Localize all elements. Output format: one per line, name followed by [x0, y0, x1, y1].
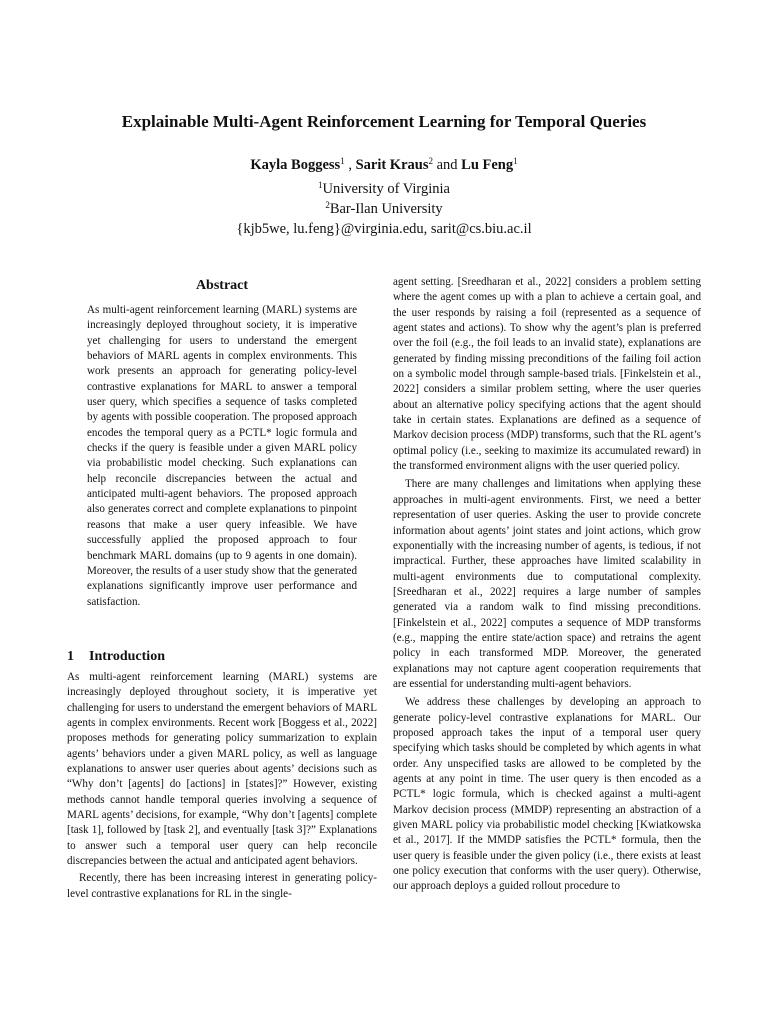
affiliation-mark: 1 — [318, 180, 323, 190]
author-separator: , — [344, 157, 356, 173]
author-emails: {kjb5we, lu.feng}@virginia.edu, sarit@cs.biu.ac.il — [236, 221, 532, 237]
body-paragraph: There are many challenges and limitations when applying these approaches in multi-agent environments. First, we need a better representation of user queries. Asking the user to provide concrete information about agents’ joint states and joint actions, which grow exponentially with the increasing number of agents, is tedious, if not impractical. Further, these approaches have limited scalability in multi-agent environments due to computational complexity. [Sreedharan et al., 2022] requires a large number of samples generated via a random walk to find missing preconditions. [Finkelstein et al., 2022] computes a sequence of MDP transforms (e.g., mapping the entire state/action space) and retrains the agent policy in each transformed MDP. Moreover, the generated explanations may not capture agent cooperation requirements that are essential for understanding multi-agent behaviors. — [393, 478, 701, 690]
intro-paragraph: As multi-agent reinforcement learning (MARL) systems are increasingly deployed throughout society, it is imperative yet challenging for users to understand the emergent behaviors of MARL agents in complex environments. Recent work [Boggess et al., 2022] proposes methods for generating policy summarization to explain agents’ behaviors under a given MARL policy, as well as language explanations to answer user queries about agents’ decisions such as “Why don’t [agents] do [actions] in [states]?” However, existing methods cannot handle temporal queries involving a sequence of MARL agents’ decisions, for example, “Why don’t [agents] complete [task 1], followed by [task 2], and eventually [task 3]?” Explanations to answer such a temporal user query can help reconcile discrepancies between the actual and anticipated agent behaviors. — [67, 671, 377, 868]
author-line — [0, 154, 768, 176]
author-separator: and — [432, 157, 462, 173]
intro-paragraph: Recently, there has been increasing interest in generating policy-level contrastive explanations for RL in the single- — [67, 872, 377, 900]
affiliation — [0, 179, 768, 199]
author-name: Kayla Boggess — [250, 157, 341, 173]
affiliation-name: University of Virginia — [322, 181, 450, 197]
paper-title: Explainable Multi-Agent Reinforcement Learning for Temporal Queries — [121, 112, 647, 131]
introduction-body — [67, 670, 377, 902]
right-column — [393, 275, 701, 895]
section-title: Introduction — [89, 649, 165, 664]
abstract-heading: Abstract — [195, 278, 249, 293]
affiliation — [0, 199, 768, 219]
author-name: Sarit Kraus — [355, 157, 429, 173]
left-column — [67, 275, 377, 610]
abstract-text: As multi-agent reinforcement learning (MARL) systems are increasingly deployed throughout society, it is imperative yet challenging for users to understand the emergent behaviors of MARL agents in complex environments. This work presents an approach for generating policy-level contrastive explanations for MARL to answer a temporal user query, which specifies a sequence of tasks completed by agents with possible cooperation. The proposed approach encodes the temporal query as a PCTL* logic formula and checks if the query is feasible under a given MARL policy via probabilistic model checking. Such explanations can help reconcile discrepancies between the actual and anticipated multi-agent behaviors. The proposed approach also generates correct and complete explanations to pinpoint reasons that make a user query infeasible. We have successfully applied the proposed approach to four benchmark MARL domains (up to 9 agents in one domain). Moreover, the results of a user study show that the generated explanations significantly improve user performance and satisfaction. — [87, 304, 357, 608]
author-affil-mark: 2 — [428, 156, 433, 166]
body-paragraph: We address these challenges by developing an approach to generate policy-level contrastive explanations for MARL. Our proposed approach takes the input of a temporal user query specifying which tasks should be completed by which agents in what order. Any unspecified tasks are allowed to be completed by the agents at any point in time. The user query is then encoded as a PCTL* logic formula, which is checked against a multi-agent Markov decision process (MMDP) representing an abstraction of a given MARL policy via probabilistic model checking [Kwiatkowska et al., 2017]. If the MMDP satisfies the PCTL* formula, then the user query is feasible under the given policy (i.e., there exists at least one policy execution that conforms with the user query). Otherwise, our approach deploys a guided rollout procedure to — [393, 696, 701, 893]
affiliation-name: Bar-Ilan University — [329, 201, 443, 217]
section-heading-introduction — [67, 647, 165, 667]
author-affil-mark: 1 — [513, 156, 518, 166]
body-paragraph: agent setting. [Sreedharan et al., 2022] considers a problem setting where the agent comes up with a plan to achieve a certain goal, and the user responds by raising a foil (represented as a sequence of agent states and actions). To show why the agent’s plan is preferred over the foil (e.g., the foil leads to an invalid state), explanations are generated by finding missing preconditions of the failing foil action on a symbolic model through sample-based trials. [Finkelstein et al., 2022] considers a similar problem setting, where the user queries about an alternative policy specifying actions that the agent should take in certain states. Explanations are defined as a sequence of Markov decision process (MDP) transforms, such that the RL agent’s optimal policy (i.e., seeking to maximize its accumulated reward) in the transformed environment aligns with the user queried policy. — [393, 276, 701, 473]
author-name: Lu Feng — [461, 157, 514, 173]
affiliation-mark: 2 — [325, 200, 330, 210]
author-affil-mark: 1 — [340, 156, 345, 166]
section-number: 1 — [67, 649, 74, 664]
